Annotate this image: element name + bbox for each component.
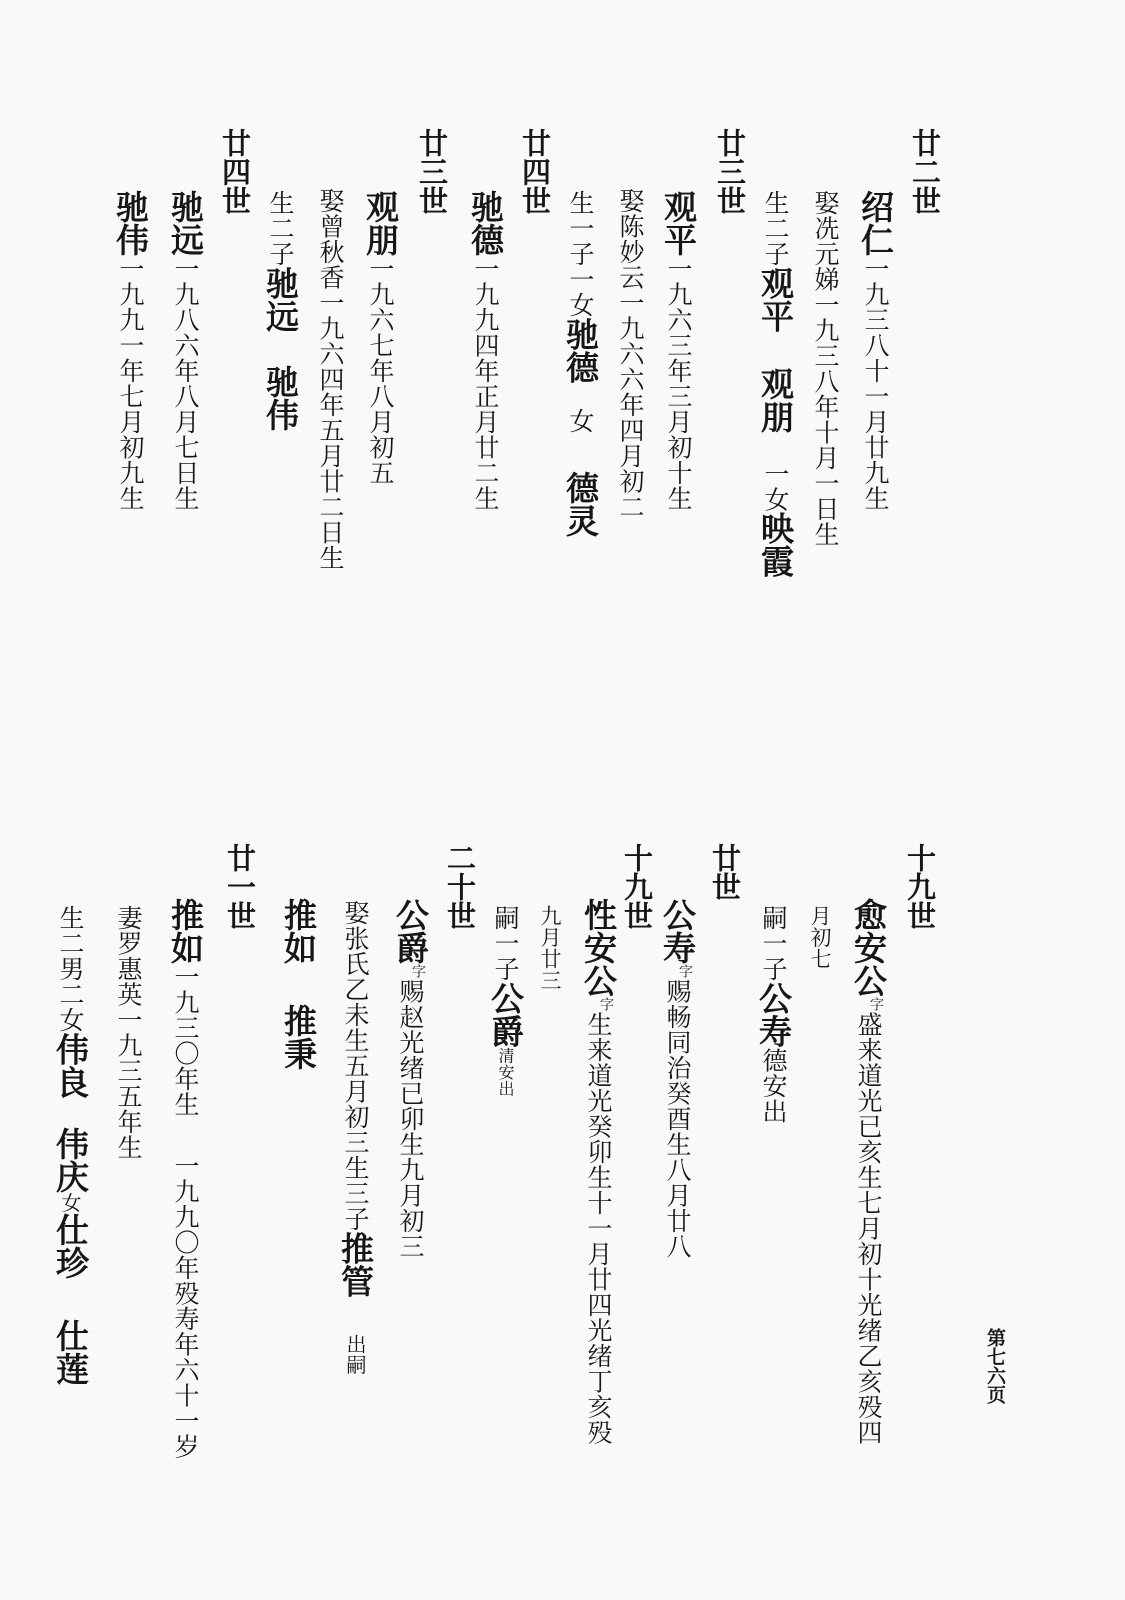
- son-name: 推如: [279, 898, 318, 964]
- spouse-children-record: [335, 900, 375, 1375]
- spouse-record: 娶曾秋香一九六四年五月廿二日生: [316, 188, 345, 571]
- son-name: 观朋: [756, 366, 795, 433]
- courtesy-name-mark: 字: [598, 997, 614, 1012]
- generation-heading: 廿三世: [713, 128, 747, 215]
- heir-name: 公爵: [486, 981, 525, 1048]
- person-name: 驰远: [166, 190, 205, 256]
- heir-origin: 德安出: [759, 1047, 788, 1124]
- daughter-prefix: 女: [58, 1192, 82, 1213]
- life-record: 赐赵光绪已卯生九月初三: [396, 978, 425, 1259]
- life-record: 盛来道光已亥生七月初十光绪乙亥殁四: [854, 1011, 883, 1445]
- courtesy-name-mark: 字: [410, 964, 426, 979]
- heir-prefix: 嗣一子: [759, 905, 788, 982]
- son-name: 驰德: [561, 317, 600, 384]
- courtesy-name-mark: 字: [868, 997, 884, 1012]
- children-record: [560, 190, 600, 537]
- daughter-name: 德灵: [561, 471, 600, 537]
- person-name: 驰伟: [111, 190, 150, 256]
- person-record-column: [465, 190, 505, 511]
- generation-heading: 廿世: [708, 843, 742, 901]
- person-record-column: [657, 898, 697, 1259]
- person-name: 性安公: [579, 898, 618, 997]
- son-name: 伟庆: [51, 1126, 90, 1193]
- person-name: 愈安公: [849, 898, 888, 997]
- person-record-column: [165, 898, 205, 1459]
- person-record-column: [578, 898, 618, 1445]
- generation-heading: 二十世: [443, 843, 477, 930]
- death-record: 一九九〇年殁寿年六十一岁: [171, 1153, 200, 1459]
- daughter-name: 映霞: [756, 511, 795, 578]
- generation-heading: 廿二世: [908, 128, 942, 215]
- daughter-prefix: 女: [566, 407, 595, 433]
- courtesy-name-mark: 字: [677, 964, 693, 979]
- heir-name: 公寿: [754, 981, 793, 1048]
- birth-record: 一九六七年八月初五: [366, 256, 395, 486]
- person-record-column: [360, 190, 400, 486]
- spouse-record: 娶陈妙云一九六六年四月初二: [616, 188, 645, 520]
- person-record-column: [848, 898, 888, 1445]
- life-record-continuation: 九月廿三: [538, 905, 562, 991]
- children-prefix: 生二子: [266, 190, 295, 267]
- person-record-column: [855, 190, 895, 511]
- heir-prefix: 嗣一子: [491, 905, 520, 982]
- generation-heading: 廿三世: [415, 128, 449, 215]
- person-name: 绍仁: [856, 190, 895, 256]
- son-name: 推秉: [279, 1004, 318, 1070]
- daughter-name: 仕莲: [51, 1319, 90, 1385]
- children-record: [260, 190, 300, 431]
- birth-record: 一九八六年八月七日生: [171, 256, 200, 511]
- children-prefix: 生一子一女: [566, 190, 595, 318]
- adoption-note: 出嗣: [343, 1333, 367, 1375]
- children-prefix: 生二子: [761, 190, 790, 267]
- son-name: 推管: [336, 1231, 375, 1298]
- son-name: 驰远: [261, 266, 300, 333]
- person-record-column: [658, 190, 698, 511]
- son-name: 伟良: [51, 1032, 90, 1099]
- daughter-name: 仕珍: [51, 1213, 90, 1279]
- birth-record: 一九三〇年生: [171, 964, 200, 1117]
- children-record: [50, 905, 90, 1385]
- generation-heading: 廿四世: [218, 128, 252, 215]
- person-name: 推如: [166, 898, 205, 964]
- son-name: 观平: [756, 266, 795, 333]
- person-name: 驰德: [466, 190, 505, 256]
- birth-record: 一九六三年三月初十生: [664, 256, 693, 511]
- heir-origin: 清安出: [496, 1047, 515, 1097]
- children-prefix: 生二男二女: [56, 905, 85, 1033]
- generation-heading: 廿四世: [518, 128, 552, 215]
- spouse-record: 娶冼元娣一九三八年十月一日生: [811, 190, 840, 547]
- person-record-column: [390, 898, 430, 1259]
- person-name: 观平: [659, 190, 698, 256]
- heir-record: [485, 905, 525, 1097]
- page-number: 第七六页: [984, 1328, 1006, 1404]
- spouse-record: 娶张氏乙未生五月初三生三子: [341, 900, 370, 1232]
- life-record: 生来道光癸卯生十一月廿四光绪丁亥殁: [584, 1011, 613, 1445]
- life-record: 赐畅同治癸酉生八月廿八: [663, 978, 692, 1259]
- generation-heading: 廿一世: [223, 843, 257, 930]
- generation-heading: 十九世: [620, 843, 654, 930]
- life-record-continuation: 月初七: [808, 905, 832, 970]
- heir-record: [753, 905, 793, 1124]
- person-record-column: [110, 190, 150, 511]
- son-name: 驰伟: [261, 364, 300, 431]
- daughter-prefix: 一女: [761, 460, 790, 512]
- person-name: 观朋: [361, 190, 400, 256]
- children-record: [755, 190, 795, 578]
- birth-record: 一九九四年正月廿二生: [471, 256, 500, 511]
- person-name: 公寿: [658, 898, 697, 964]
- person-name: 公爵: [391, 898, 430, 964]
- generation-heading: 十九世: [903, 843, 937, 930]
- birth-record: 一九九一年七月初九生: [116, 256, 145, 511]
- birth-record: 一九三八十一月廿九生: [861, 256, 890, 511]
- children-record: [278, 898, 318, 1070]
- person-record-column: [165, 190, 205, 511]
- spouse-record: 妻罗惠英一九三五年生: [114, 905, 143, 1160]
